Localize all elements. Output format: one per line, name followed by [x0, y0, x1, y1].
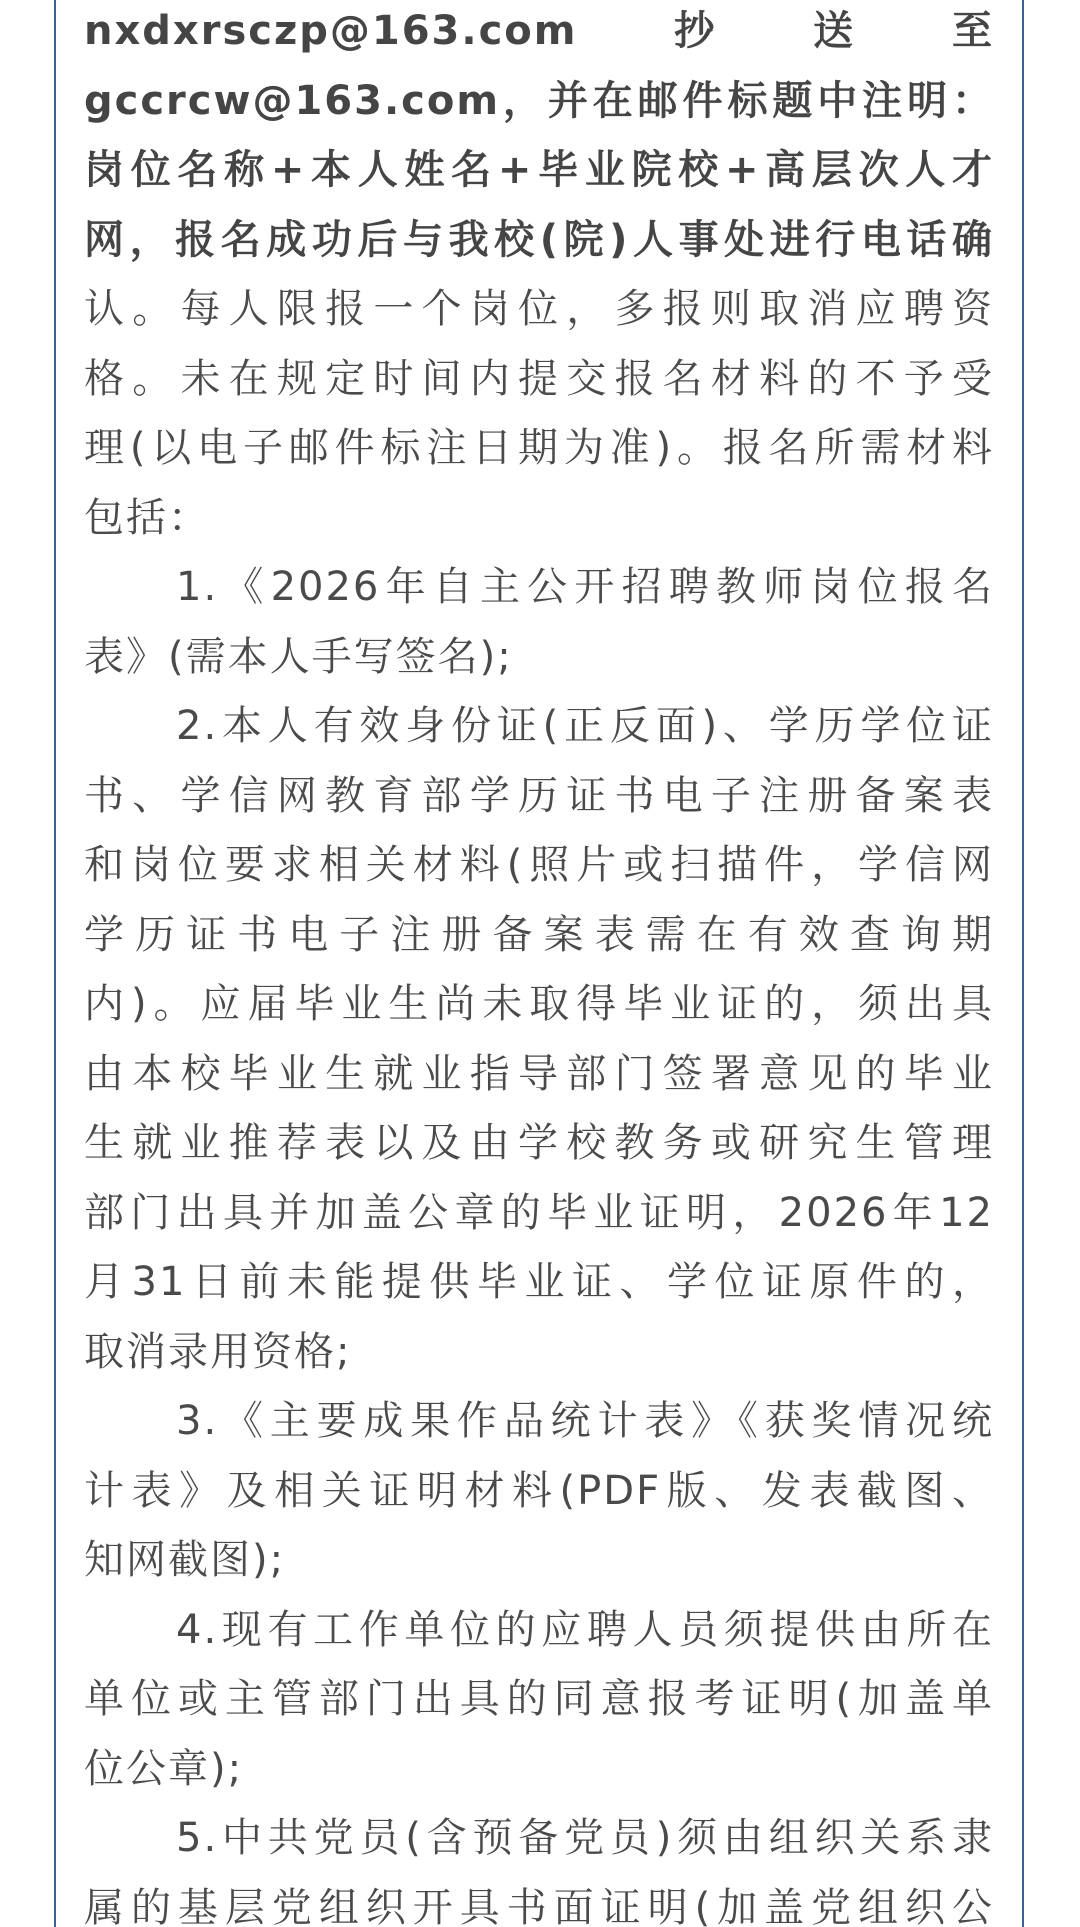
text-line: 位公章);: [84, 1745, 244, 1792]
document-body: [84, 0, 994, 1927]
text-line: 部门出具并加盖公章的毕业证明，2026年12: [84, 1189, 994, 1236]
text-line: 4.现有工作单位的应聘人员须提供由所在: [176, 1606, 994, 1653]
text-line: 取消录用资格;: [84, 1328, 352, 1375]
text-line: 知网截图);: [84, 1537, 286, 1583]
text-line: 书、学信网教育部学历证书电子注册备案表: [84, 772, 994, 819]
text-line: nxdxrsczp@163.com 抄 送 至: [84, 8, 994, 54]
text-line: 内)。应届毕业生尚未取得毕业证的，须出具: [84, 981, 994, 1027]
text-line: gccrcw@163.com，并在邮件标题中注明：: [84, 77, 994, 124]
text-line: 月31日前未能提供毕业证、学位证原件的，: [84, 1259, 994, 1305]
text-line: 3.《主要成果作品统计表》《获奖情况统: [176, 1398, 994, 1444]
text-line: 2.本人有效身份证(正反面)、学历学位证: [176, 703, 994, 749]
frame-border-right: [1022, 0, 1024, 1927]
text-line: 1.《2026年自主公开招聘教师岗位报名: [176, 564, 994, 610]
text-line: 由本校毕业生就业指导部门签署意见的毕业: [84, 1050, 994, 1097]
text-line: 生就业推荐表以及由学校教务或研究生管理: [84, 1120, 994, 1166]
text-line: 属的基层党组织开具书面证明(加盖党组织公: [84, 1884, 994, 1927]
text-line: 和岗位要求相关材料(照片或扫描件，学信网: [84, 842, 994, 888]
text-line: 包括：: [84, 494, 210, 541]
text-line: 5.中共党员(含预备党员)须由组织关系隶: [176, 1815, 994, 1861]
text-line: 表》(需本人手写签名);: [84, 633, 513, 680]
text-line: 岗位名称+本人姓名+毕业院校+高层次人才: [84, 147, 994, 193]
text-line: 计表》及相关证明材料(PDF版、发表截图、: [84, 1467, 994, 1514]
text-line: 认。每人限报一个岗位，多报则取消应聘资: [84, 286, 994, 332]
text-line: 理(以电子邮件标注日期为准)。报名所需材料: [84, 425, 994, 471]
text-line: 网，报名成功后与我校(院)人事处进行电话确: [84, 216, 994, 263]
frame-border-left: [54, 0, 56, 1927]
text-line: 单位或主管部门出具的同意报考证明(加盖单: [84, 1676, 994, 1722]
text-line: 格。未在规定时间内提交报名材料的不予受: [84, 355, 994, 402]
text-line: 学历证书电子注册备案表需在有效查询期: [84, 911, 994, 958]
